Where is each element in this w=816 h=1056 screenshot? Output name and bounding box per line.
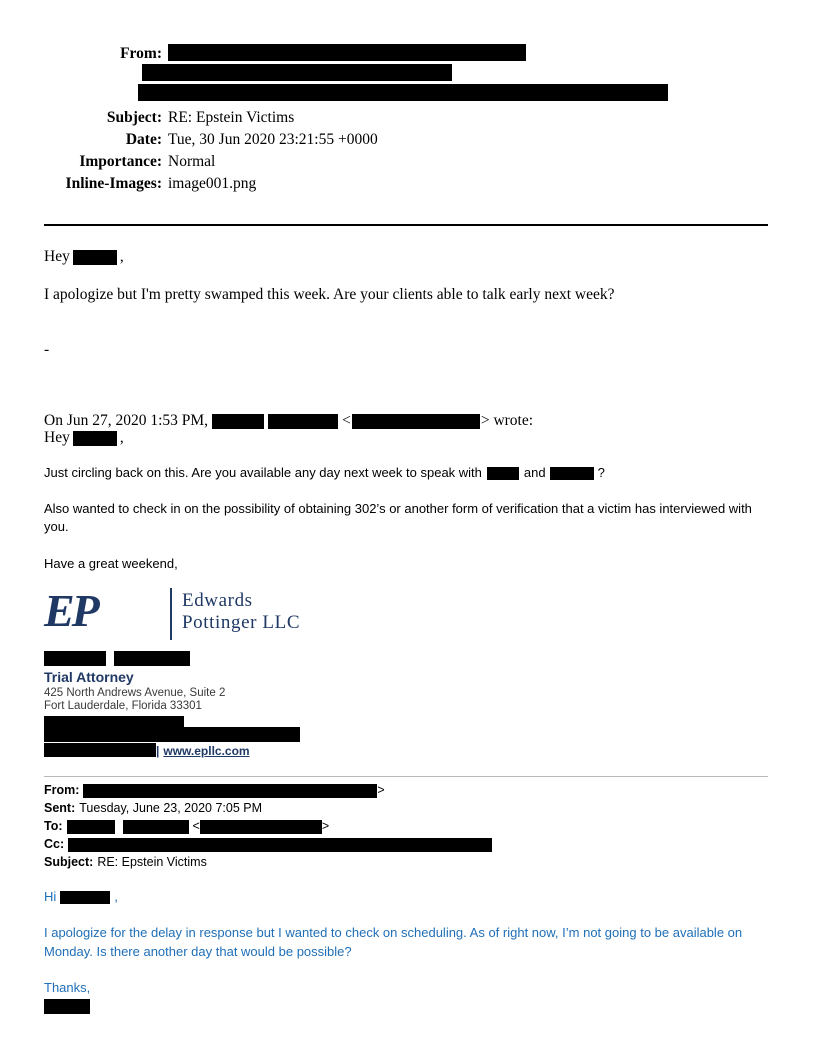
quote1-para1-c: ? [597, 465, 605, 480]
forwarded-row-from [44, 782, 768, 799]
quote2-closing: Thanks, [44, 980, 91, 995]
quote1-para1-b: and [523, 465, 546, 480]
quote1-para1-a: Just circling back on this. Are you available any day next week to speak with [44, 465, 482, 480]
redaction-block [550, 467, 594, 480]
header-value-inline-images: image001.png [168, 175, 257, 192]
quote1-paragraph-1 [44, 464, 764, 482]
header-value-from [168, 44, 668, 104]
reply-dash: - [44, 341, 50, 358]
quote1-greeting [44, 428, 124, 449]
redaction-block [44, 727, 300, 742]
reply-paragraph: I apologize but I'm pretty swamped this week. Are your clients able to talk early next week? [44, 286, 615, 303]
redaction-block [168, 44, 526, 61]
email-header [44, 44, 768, 196]
header-row-date [44, 130, 768, 150]
forwarded-value-subject: RE: Epstein Victims [97, 855, 207, 869]
header-value-importance: Normal [168, 153, 216, 170]
forwarded-to-angle-close: > [321, 819, 330, 833]
quote1-angle-open: < [342, 412, 351, 429]
signature-contact-line [44, 742, 250, 760]
reply-greeting-suffix: , [119, 248, 124, 265]
redaction-block [487, 467, 519, 480]
signature-contact-redaction-2 [44, 725, 300, 743]
header-value-date: Tue, 30 Jun 2020 23:21:55 +0000 [168, 131, 378, 148]
quote1-intro-prefix: On Jun 27, 2020 1:53 PM, [44, 412, 209, 429]
header-row-inline-images [44, 174, 768, 194]
forwarded-row-subject [44, 854, 768, 871]
signature-address-line1: 425 North Andrews Avenue, Suite 2 [44, 687, 226, 699]
logo-monogram: EP [44, 585, 97, 636]
logo-divider [170, 588, 172, 640]
redaction-block [73, 431, 117, 446]
quote1-intro-suffix: wrote: [493, 412, 534, 429]
header-row-subject [44, 108, 768, 128]
redaction-block [142, 64, 452, 81]
quote1-closing: Have a great weekend, [44, 556, 178, 571]
quote2-greeting [44, 888, 118, 907]
header-row-importance [44, 152, 768, 172]
redaction-block [67, 820, 115, 834]
forwarded-row-sent [44, 800, 768, 817]
redaction-block [138, 84, 668, 101]
signature-address-line2: Fort Lauderdale, Florida 33301 [44, 700, 202, 712]
logo-firm-line2: Pottinger LLC [182, 612, 301, 633]
forwarded-value-sent: Tuesday, June 23, 2020 7:05 PM [79, 801, 263, 815]
header-label-inline-images: Inline-Images: [65, 175, 162, 192]
header-row-from [44, 44, 768, 104]
forwarded-label-to: To: [44, 819, 63, 833]
header-divider-rule [44, 224, 768, 226]
logo-firm-line1: Edwards [182, 590, 253, 611]
header-label-from: From: [120, 45, 162, 62]
quote2-paragraph: I apologize for the delay in response but I wanted to check on scheduling. As of right now, I’m not going to be available on Monday. Is there another day that would be possible? [44, 925, 743, 959]
forwarded-divider-rule [44, 776, 768, 777]
signature-separator: | [156, 744, 160, 758]
forwarded-row-to [44, 818, 768, 835]
forwarded-row-cc [44, 836, 768, 853]
header-label-importance: Importance: [79, 153, 162, 170]
reply-greeting [44, 247, 124, 268]
forwarded-label-sent: Sent: [44, 801, 76, 815]
redaction-block [114, 651, 190, 666]
header-value-subject: RE: Epstein Victims [168, 109, 295, 126]
signature-website-link[interactable]: www.epllc.com [163, 744, 250, 758]
forwarded-to-angle-open: < [192, 819, 200, 833]
redaction-block [83, 784, 377, 798]
quote1-greeting-prefix: Hey [44, 429, 70, 446]
redaction-block [200, 820, 322, 834]
redaction-block [352, 414, 480, 429]
header-label-subject: Subject: [106, 109, 162, 126]
quote2-greeting-suffix: , [114, 889, 118, 904]
forwarded-from-angle-close: > [377, 783, 385, 797]
forwarded-header [44, 782, 768, 872]
redaction-block [123, 820, 189, 834]
reply-greeting-prefix: Hey [44, 248, 70, 265]
quote1-angle-close: > [480, 412, 490, 429]
forwarded-label-cc: Cc: [44, 837, 65, 851]
firm-logo [44, 586, 344, 642]
redaction-block [60, 891, 110, 904]
redaction-block [44, 743, 156, 757]
signature-name-redactions [44, 649, 190, 667]
redaction-block [268, 414, 338, 429]
forwarded-label-from: From: [44, 783, 80, 797]
header-label-date: Date: [125, 131, 162, 148]
quote2-signature-redaction [44, 997, 90, 1015]
signature-title: Trial Attorney [44, 669, 134, 685]
redaction-block [212, 414, 264, 429]
redaction-block [44, 999, 90, 1014]
forwarded-label-subject: Subject: [44, 855, 94, 869]
redaction-block [73, 250, 117, 265]
quote2-greeting-prefix: Hi [44, 889, 57, 904]
quote1-paragraph-2: Also wanted to check in on the possibility of obtaining 302’s or another form of verification that a victim has interviewed with you. [44, 501, 752, 535]
quote1-greeting-suffix: , [119, 429, 124, 446]
redaction-block [44, 651, 106, 666]
redaction-block [68, 838, 492, 852]
